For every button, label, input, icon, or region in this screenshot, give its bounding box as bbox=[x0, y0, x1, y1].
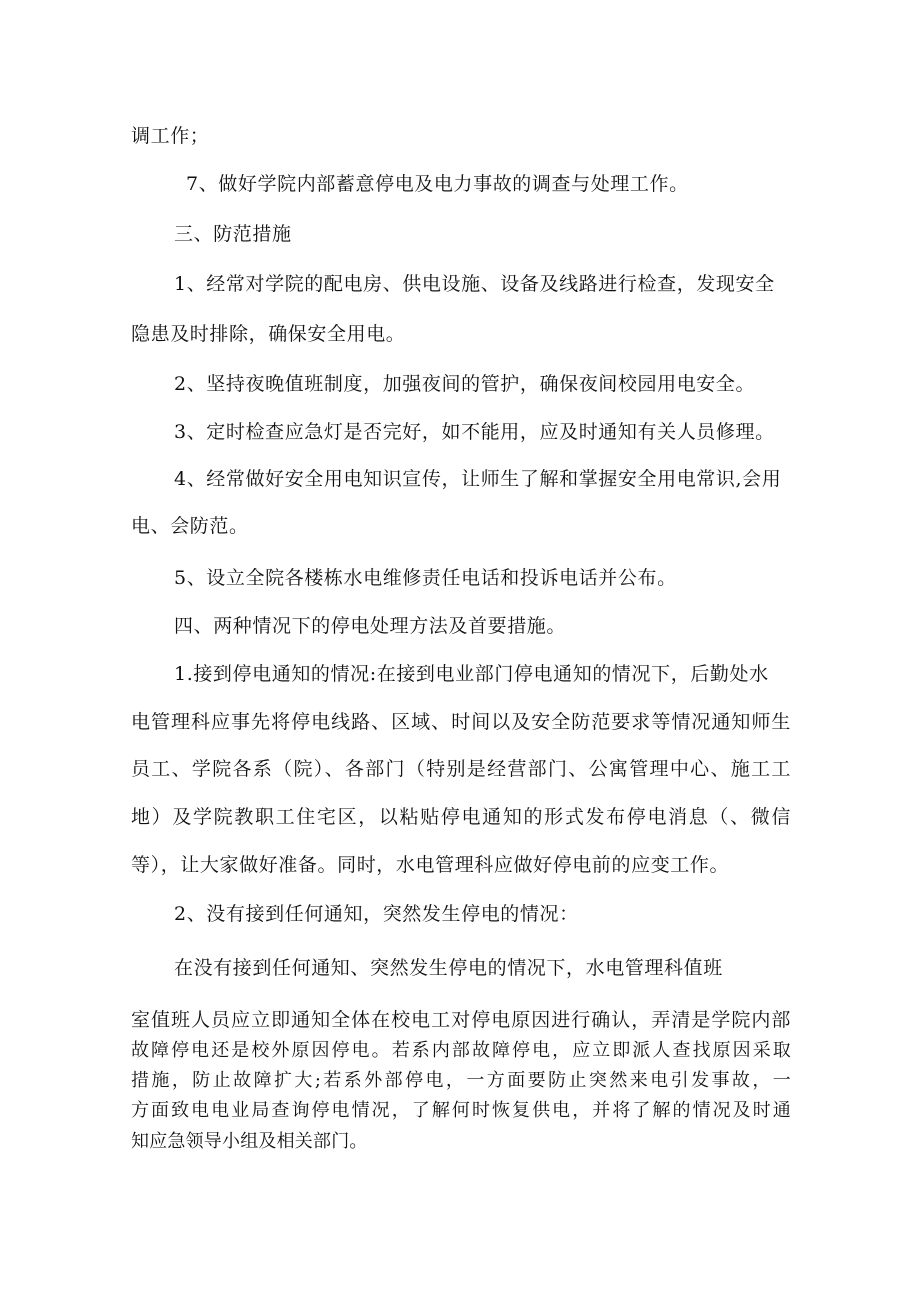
section-heading-11: 四、两种情况下的停电处理方法及首要措施。 bbox=[174, 615, 567, 637]
text-line-9: 电、会防范。 bbox=[131, 515, 249, 537]
text-line-2: 7、做好学院内部蓄意停电及电力事故的调查与处理工作。 bbox=[186, 173, 689, 195]
text-line-21: 措施，防止故障扩大;若系外部停电，一方面要防止突然来电引发事故，一 bbox=[131, 1070, 791, 1091]
section-heading-3: 三、防范措施 bbox=[174, 223, 292, 245]
text-line-14: 员工、学院各系（院）、各部门（特别是经营部门、公寓管理中心、施工工 bbox=[131, 758, 791, 780]
text-line-18: 在没有接到任何通知、突然发生停电的情况下，水电管理科值班 bbox=[174, 957, 723, 979]
text-line-20: 故障停电还是校外原因停电。若系内部故障停电，应立即派人查找原因采取 bbox=[131, 1040, 791, 1061]
text-line-1: 调工作； bbox=[131, 125, 210, 147]
text-line-6: 2、坚持夜晚值班制度，加强夜间的管护，确保夜间校园用电安全。 bbox=[174, 373, 756, 395]
text-line-15: 地）及学院教职工住宅区，以粘贴停电通知的形式发布停电消息（、微信 bbox=[131, 806, 791, 828]
text-line-22: 方面致电电业局查询停电情况，了解何时恢复供电，并将了解的情况及时通 bbox=[131, 1100, 791, 1121]
text-line-10: 5、设立全院各楼栋水电维修责任电话和投诉电话并公布。 bbox=[174, 567, 677, 589]
text-line-5: 隐患及时排除，确保安全用电。 bbox=[131, 323, 406, 345]
text-line-23: 知应急领导小组及相关部门。 bbox=[131, 1131, 368, 1152]
text-line-4: 1、经常对学院的配电房、供电设施、设备及线路进行检查，发现安全 bbox=[174, 273, 775, 295]
text-line-12: 1.接到停电通知的情况:在接到电业部门停电通知的情况下，后勤处水 bbox=[174, 663, 769, 685]
text-line-8: 4、经常做好安全用电知识宣传，让师生了解和掌握安全用电常识,会用 bbox=[174, 468, 782, 490]
text-line-19: 室值班人员应立即通知全体在校电工对停电原因进行确认，弄清是学院内部 bbox=[131, 1009, 791, 1031]
text-line-13: 电管理科应事先将停电线路、区域、时间以及安全防范要求等情况通知师生 bbox=[131, 711, 791, 733]
text-line-16: 等），让大家做好准备。同时，水电管理科应做好停电前的应变工作。 bbox=[131, 854, 730, 876]
text-line-7: 3、定时检查应急灯是否完好，如不能用，应及时通知有关人员修理。 bbox=[174, 421, 775, 443]
text-line-17: 2、没有接到任何通知，突然发生停电的情况： bbox=[174, 903, 579, 925]
